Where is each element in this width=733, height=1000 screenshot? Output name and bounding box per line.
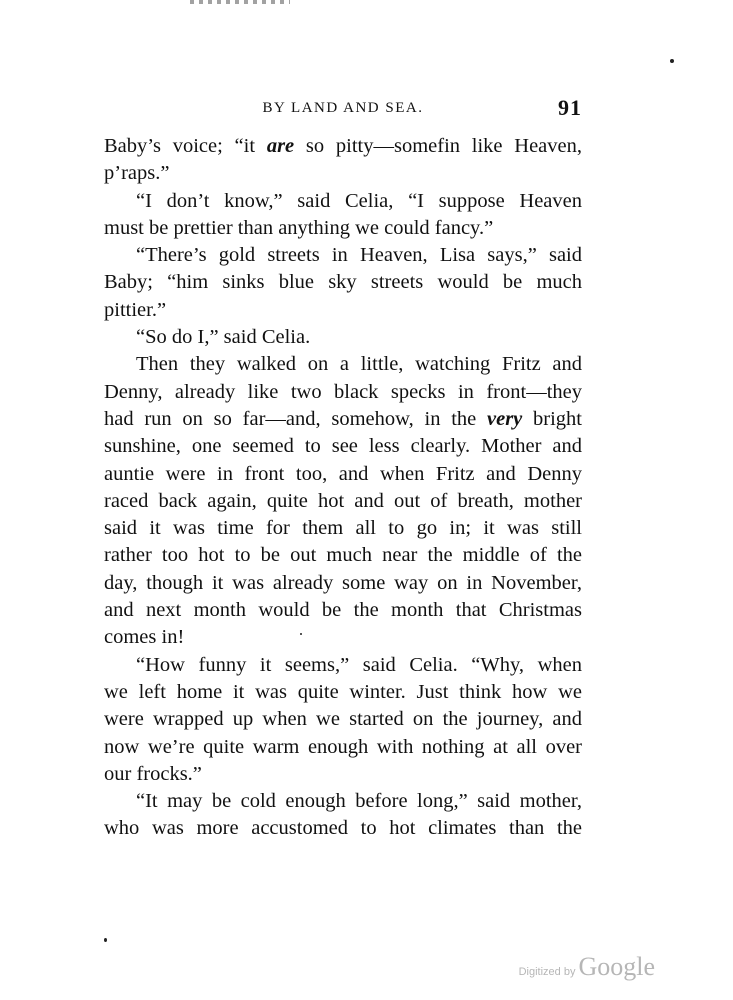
text-line: raced back again, quite hot and out of breath, mother: [104, 489, 582, 512]
scan-dot: [300, 633, 302, 635]
text-line: said it was time for them all to go in; it was still: [104, 517, 582, 540]
text-line: now we’re quite warm enough with nothing at all over: [104, 735, 582, 758]
text-line: had run on so far—and, somehow, in the very bright: [104, 407, 582, 430]
text-line: Denny, already like two black specks in front—they: [104, 380, 582, 403]
text-line: Then they walked on a little, watching Fritz and: [136, 353, 582, 376]
text-line: our frocks.”: [104, 762, 202, 785]
text-line: and next month would be the month that Christmas: [104, 599, 582, 622]
text-line: comes in!: [104, 626, 185, 649]
text-line: “There’s gold streets in Heaven, Lisa says,” said: [136, 244, 582, 267]
text-line: were wrapped up when we started on the journey, and: [104, 708, 582, 731]
page-number: 91: [558, 95, 582, 120]
text-line: sunshine, one seemed to see less clearly. Mother and: [104, 435, 582, 458]
google-logo: Google: [578, 952, 655, 981]
text-line: we left home it was quite winter. Just think how we: [104, 680, 582, 703]
text-line: must be prettier than anything we could fancy.”: [104, 216, 494, 239]
page-header: [104, 95, 582, 129]
text-line: p’raps.”: [104, 162, 170, 185]
text-line: pittier.”: [104, 298, 167, 321]
text-line: rather too hot to be out much near the middle of the: [104, 544, 582, 567]
text-line: auntie were in front too, and when Fritz and Denny: [104, 462, 582, 485]
text-line: day, though it was already some way on in November,: [104, 571, 582, 594]
emphasis: very: [487, 407, 523, 430]
scan-smudge: [190, 0, 290, 4]
digitized-watermark: [519, 952, 655, 982]
scan-dot: [104, 938, 107, 942]
scan-dot: [670, 59, 674, 63]
text-line: “I don’t know,” said Celia, “I suppose Heaven: [136, 189, 582, 212]
running-head: BY LAND AND SEA.: [262, 100, 424, 116]
watermark-prefix: Digitized by: [518, 966, 576, 978]
text-line: who was more accustomed to hot climates than the: [104, 817, 582, 840]
emphasis: are: [266, 135, 295, 157]
text-line: Baby’s voice; “it are so pitty—somefin like Heaven,: [104, 135, 583, 157]
text-line: “How funny it seems,” said Celia. “Why, when: [136, 653, 582, 676]
body-text: [104, 133, 582, 843]
text-line: “So do I,” said Celia.: [136, 326, 311, 349]
text-line: “It may be cold enough before long,” said mother,: [136, 790, 582, 813]
text-line: Baby; “him sinks blue sky streets would be much: [104, 271, 582, 294]
